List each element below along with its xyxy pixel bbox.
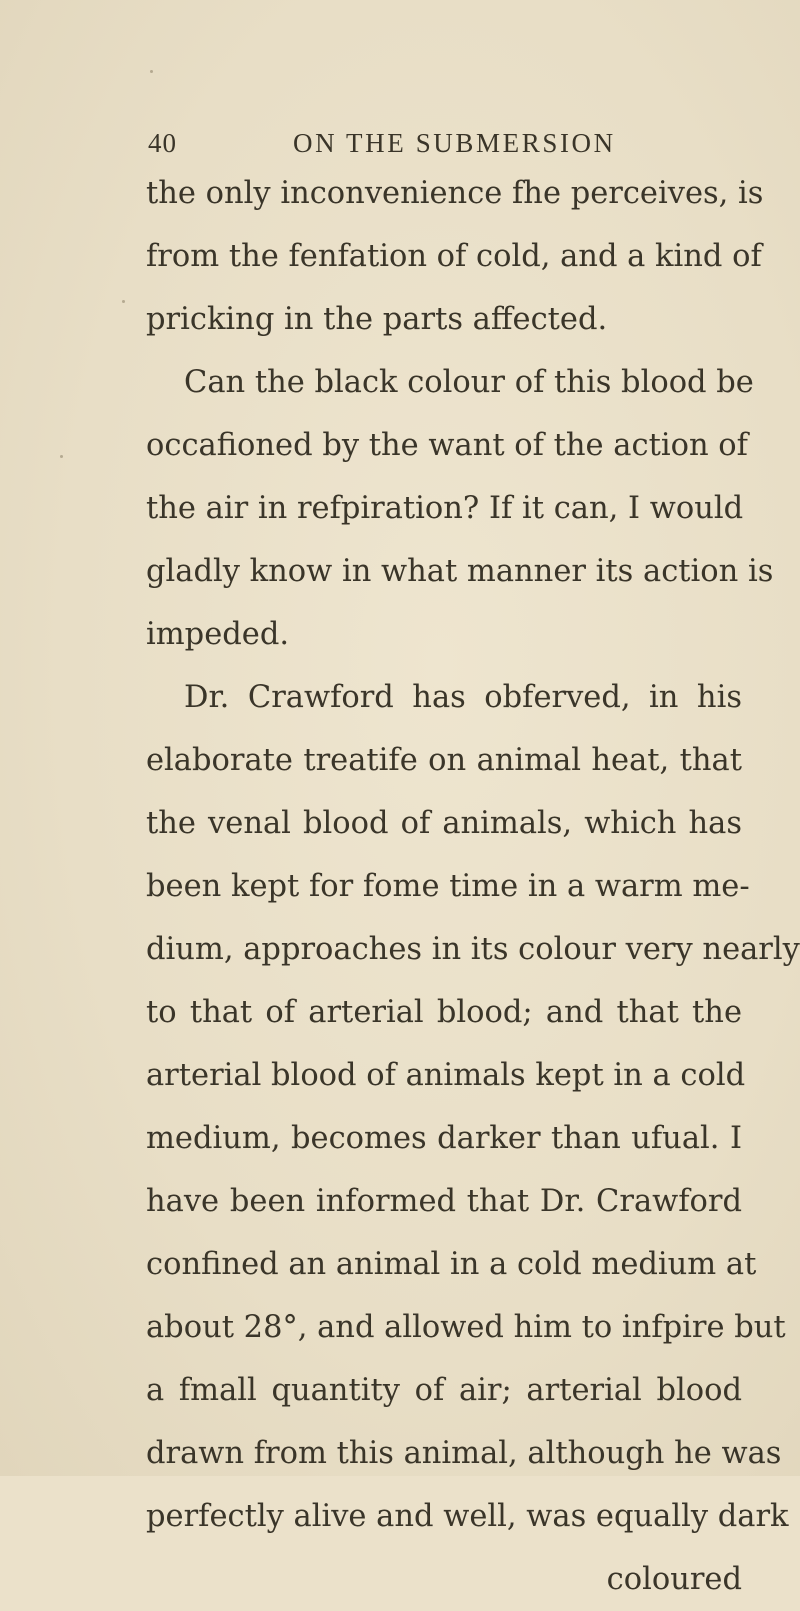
text-line: the venal blood of animals, which has [146,806,742,841]
text-line: about 28°, and allowed him to infpire but [146,1310,786,1345]
paper-speck [122,300,125,303]
text-line: medium, becomes darker than ufual. I [146,1121,742,1156]
text-line: elaborate treatife on animal heat, that [146,743,742,778]
page-number: 40 [148,128,177,158]
text-line: impeded. [146,617,290,652]
text-line: confined an animal in a cold medium at [146,1247,757,1282]
text-line: Dr. Crawford has obferved, in his [184,680,742,715]
text-line: to that of arterial blood; and that the [146,995,742,1030]
text-line: pricking in the parts affected. [146,302,608,337]
text-line: Can the black colour of this blood be [184,365,754,400]
text-line: occafioned by the want of the action of [146,428,748,463]
paper-speck [60,455,63,458]
text-line: from the fenfation of cold, and a kind of [146,239,762,274]
text-line: a fmall quantity of air; arterial blood [146,1373,742,1408]
paper-speck [150,70,153,73]
text-line: drawn from this animal, although he was [146,1436,782,1471]
text-line: been kept for fome time in a warm me- [146,869,750,904]
text-line: the air in refpiration? If it can, I would [146,491,744,526]
text-line: perfectly alive and well, was equally dark [146,1499,789,1534]
running-head: ON THE SUBMERSION [293,128,616,158]
body-text [146,162,800,1611]
text-line: dium, approaches in its colour very nearly [146,932,800,967]
page-header [148,128,748,164]
text-line: gladly know in what manner its action is [146,554,774,589]
text-line: have been informed that Dr. Crawford [146,1184,742,1219]
text-line: arterial blood of animals kept in a cold [146,1058,746,1093]
catchword: coloured [606,1562,742,1597]
text-line: the only inconvenience fhe perceives, is [146,176,764,211]
